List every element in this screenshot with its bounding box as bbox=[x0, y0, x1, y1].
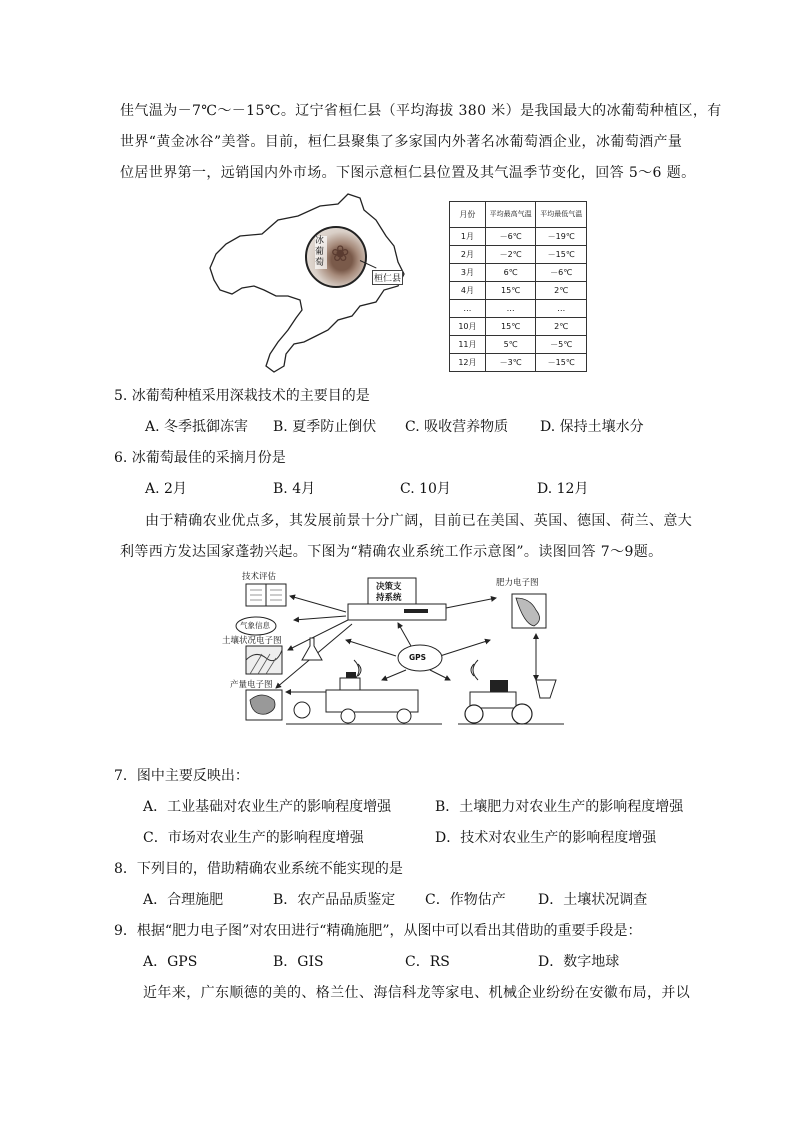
label-decision-1: 决策支 bbox=[376, 582, 402, 592]
cell-low: －15℃ bbox=[536, 246, 587, 264]
cell-month: 11月 bbox=[450, 336, 486, 354]
cell-high: －2℃ bbox=[485, 246, 536, 264]
q7-option-d: D．技术对农业生产的影响程度增强 bbox=[435, 830, 657, 846]
q9-option-d: D．数字地球 bbox=[538, 954, 620, 970]
question-8-stem: 8．下列目的，借助精确农业系统不能实现的是 bbox=[114, 861, 403, 877]
q7-option-b: B．土壤肥力对农业生产的影响程度增强 bbox=[435, 799, 684, 815]
header-avg-low: 平均最低气温 bbox=[536, 202, 587, 228]
cell-high: 15℃ bbox=[485, 282, 536, 300]
table-header-row bbox=[450, 202, 587, 228]
q5-option-d: D. 保持土壤水分 bbox=[540, 419, 644, 435]
table-row bbox=[450, 264, 587, 282]
intro-line-3: 位居世界第一，远销国内外市场。下图示意桓仁县位置及其气温季节变化，回答 5～6 题。 bbox=[120, 165, 696, 181]
label-gps: GPS bbox=[409, 653, 427, 662]
para2-line-1: 由于精确农业优点多，其发展前景十分广阔，目前已在美国、英国、德国、荷兰、意大 bbox=[145, 513, 693, 529]
temperature-table bbox=[449, 201, 587, 372]
intro-line-2: 世界“黄金冰谷”美誉。目前，桓仁县聚集了多家国内外著名冰葡萄酒企业，冰葡萄酒产量 bbox=[120, 134, 683, 150]
q7-option-c: C．市场对农业生产的影响程度增强 bbox=[143, 830, 364, 846]
table-row bbox=[450, 336, 587, 354]
table-row bbox=[450, 246, 587, 264]
intro-line-1: 佳气温为－7℃～－15℃。辽宁省桓仁县（平均海拔 380 米）是我国最大的冰葡萄种植区，有 bbox=[120, 103, 722, 119]
inset-label: 冰葡萄 bbox=[315, 236, 327, 269]
cell-month: 10月 bbox=[450, 318, 486, 336]
liaoning-map bbox=[200, 190, 420, 380]
harvester-icon bbox=[294, 672, 418, 723]
q8-option-d: D．土壤状况调查 bbox=[538, 892, 648, 908]
county-label: 桓仁县 bbox=[372, 270, 403, 285]
cell-high: … bbox=[485, 300, 536, 318]
q5-option-b: B. 夏季防止倒伏 bbox=[273, 419, 377, 435]
tractor-icon bbox=[458, 680, 564, 724]
table-row bbox=[450, 300, 587, 318]
label-fert-map: 肥力电子图 bbox=[496, 578, 539, 588]
q6-option-b: B. 4月 bbox=[273, 481, 316, 497]
q9-option-a: A．GPS bbox=[143, 954, 198, 970]
cell-low: … bbox=[536, 300, 587, 318]
cell-low: －6℃ bbox=[536, 264, 587, 282]
header-month: 月份 bbox=[450, 202, 486, 228]
cell-low: －15℃ bbox=[536, 354, 587, 372]
cell-month: 2月 bbox=[450, 246, 486, 264]
cell-month: 12月 bbox=[450, 354, 486, 372]
label-tech-eval: 技术评估 bbox=[242, 572, 277, 582]
cell-high: 15℃ bbox=[485, 318, 536, 336]
q9-option-b: B．GIS bbox=[273, 954, 324, 970]
table-row bbox=[450, 228, 587, 246]
cell-high: －3℃ bbox=[485, 354, 536, 372]
label-weather: 气象信息 bbox=[240, 621, 270, 630]
table-row bbox=[450, 354, 587, 372]
question-7-stem: 7．图中主要反映出： bbox=[114, 768, 249, 784]
cell-low: 2℃ bbox=[536, 282, 587, 300]
q8-option-a: A．合理施肥 bbox=[143, 892, 224, 908]
grape-inset bbox=[305, 226, 367, 288]
cell-low: 2℃ bbox=[536, 318, 587, 336]
cell-month: … bbox=[450, 300, 486, 318]
header-avg-high: 平均最高气温 bbox=[485, 202, 536, 228]
label-yield-map: 产量电子图 bbox=[230, 680, 273, 690]
q5-option-c: C. 吸收营养物质 bbox=[405, 419, 509, 435]
cell-high: －6℃ bbox=[485, 228, 536, 246]
q7-option-a: A．工业基础对农业生产的影响程度增强 bbox=[143, 799, 392, 815]
label-soil-map: 土壤状况电子图 bbox=[222, 636, 282, 646]
question-9-stem: 9．根据“肥力电子图”对农田进行“精确施肥”，从图中可以看出其借助的重要手段是： bbox=[114, 923, 642, 939]
para3-line-1: 近年来，广东顺德的美的、格兰仕、海信科龙等家电、机械企业纷纷在安徽布局，并以 bbox=[143, 985, 691, 1001]
precision-agriculture-diagram bbox=[222, 568, 568, 728]
q5-option-a: A. 冬季抵御冻害 bbox=[145, 419, 249, 435]
cell-high: 6℃ bbox=[485, 264, 536, 282]
cell-low: －5℃ bbox=[536, 336, 587, 354]
q9-option-c: C．RS bbox=[405, 954, 450, 970]
cell-month: 3月 bbox=[450, 264, 486, 282]
question-6-stem: 6. 冰葡萄最佳的采摘月份是 bbox=[114, 450, 286, 466]
cell-low: －19℃ bbox=[536, 228, 587, 246]
q8-option-b: B．农产品品质鉴定 bbox=[273, 892, 396, 908]
q6-option-d: D. 12月 bbox=[537, 481, 589, 497]
grape-cluster-icon: ❀ bbox=[331, 242, 350, 267]
table-row bbox=[450, 282, 587, 300]
province-outline bbox=[200, 190, 420, 380]
q6-option-a: A. 2月 bbox=[145, 481, 187, 497]
cell-month: 1月 bbox=[450, 228, 486, 246]
table-row bbox=[450, 318, 587, 336]
cell-month: 4月 bbox=[450, 282, 486, 300]
label-decision-2: 持系统 bbox=[376, 593, 402, 603]
cell-high: 5℃ bbox=[485, 336, 536, 354]
para2-line-2: 利等西方发达国家蓬勃兴起。下图为“精确农业系统工作示意图”。读图回答 7～9题。 bbox=[120, 544, 663, 560]
question-5-stem: 5. 冰葡萄种植采用深栽技术的主要目的是 bbox=[114, 388, 370, 404]
q8-option-c: C．作物估产 bbox=[425, 892, 506, 908]
q6-option-c: C. 10月 bbox=[400, 481, 451, 497]
